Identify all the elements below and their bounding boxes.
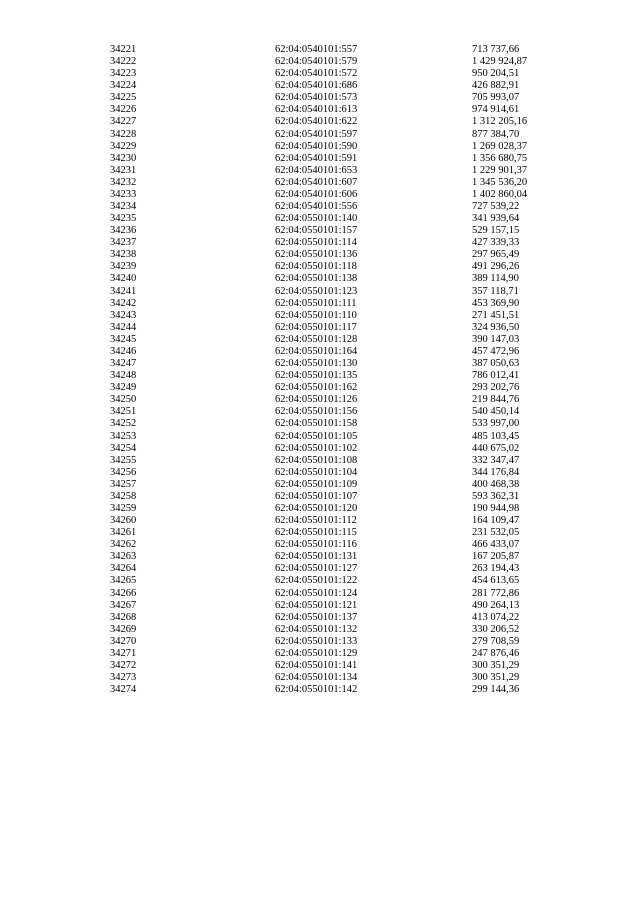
cadastral-number: 62:04:0540101:591 — [275, 152, 358, 164]
row-number: 34235 — [110, 213, 137, 225]
cadastral-value: 440 675,02 — [472, 442, 520, 454]
row-number: 34230 — [110, 152, 137, 164]
cadastral-value: 400 468,38 — [472, 478, 520, 490]
table-row — [0, 503, 640, 515]
table-row — [0, 672, 640, 684]
table-row — [0, 80, 640, 92]
cadastral-value: 1 356 680,75 — [472, 152, 528, 164]
table-row — [0, 563, 640, 575]
cadastral-number: 62:04:0540101:622 — [275, 116, 358, 128]
cadastral-number: 62:04:0550101:135 — [275, 370, 358, 382]
table-row — [0, 92, 640, 104]
table-row — [0, 636, 640, 648]
cadastral-value: 332 347,47 — [472, 454, 520, 466]
row-number: 34231 — [110, 164, 137, 176]
table-row — [0, 346, 640, 358]
table-row — [0, 648, 640, 660]
table-row — [0, 406, 640, 418]
cadastral-number: 62:04:0540101:556 — [275, 201, 358, 213]
cadastral-value: 974 914,61 — [472, 104, 520, 116]
table-row — [0, 455, 640, 467]
row-number: 34244 — [110, 321, 137, 333]
cadastral-value: 1 345 536,20 — [472, 176, 528, 188]
cadastral-number: 62:04:0550101:129 — [275, 647, 358, 659]
row-number: 34232 — [110, 176, 137, 188]
row-number: 34229 — [110, 140, 137, 152]
cadastral-number: 62:04:0550101:112 — [275, 515, 357, 527]
table-row — [0, 129, 640, 141]
cadastral-number: 62:04:0550101:117 — [275, 321, 357, 333]
table-row — [0, 249, 640, 261]
table-row — [0, 382, 640, 394]
row-number: 34274 — [110, 684, 137, 696]
row-number: 34262 — [110, 539, 137, 551]
row-number: 34258 — [110, 490, 137, 502]
row-number: 34221 — [110, 44, 137, 55]
row-number: 34227 — [110, 116, 137, 128]
cadastral-number: 62:04:0540101:573 — [275, 92, 358, 104]
row-number: 34265 — [110, 575, 137, 587]
cadastral-value: 454 613,65 — [472, 575, 520, 587]
table-row — [0, 575, 640, 587]
cadastral-number: 62:04:0550101:116 — [275, 539, 357, 551]
table-row — [0, 551, 640, 563]
cadastral-number: 62:04:0550101:137 — [275, 611, 358, 623]
cadastral-value: 466 433,07 — [472, 539, 520, 551]
row-number: 34249 — [110, 382, 137, 394]
cadastral-number: 62:04:0550101:156 — [275, 406, 358, 418]
cadastral-number: 62:04:0550101:130 — [275, 358, 358, 370]
cadastral-value: 271 451,51 — [472, 309, 520, 321]
row-number: 34226 — [110, 104, 137, 116]
cadastral-value: 491 296,26 — [472, 261, 520, 273]
row-number: 34261 — [110, 527, 137, 539]
cadastral-value: 457 472,96 — [472, 345, 520, 357]
row-number: 34270 — [110, 635, 137, 647]
row-number: 34269 — [110, 623, 137, 635]
cadastral-value: 293 202,76 — [472, 382, 520, 394]
cadastral-value: 300 351,29 — [472, 659, 520, 671]
cadastral-value: 190 944,98 — [472, 502, 520, 514]
table-row — [0, 201, 640, 213]
table-row — [0, 298, 640, 310]
cadastral-number: 62:04:0550101:108 — [275, 454, 358, 466]
row-number: 34272 — [110, 659, 137, 671]
table-row — [0, 104, 640, 116]
cadastral-value: 389 114,90 — [472, 273, 519, 285]
table-row — [0, 612, 640, 624]
table-row — [0, 322, 640, 334]
cadastral-number: 62:04:0550101:115 — [275, 527, 357, 539]
table-row — [0, 624, 640, 636]
cadastral-value-table — [0, 44, 640, 696]
table-row — [0, 68, 640, 80]
cadastral-value: 540 450,14 — [472, 406, 520, 418]
cadastral-number: 62:04:0550101:104 — [275, 466, 358, 478]
cadastral-number: 62:04:0550101:124 — [275, 587, 358, 599]
cadastral-number: 62:04:0540101:557 — [275, 44, 358, 55]
cadastral-value: 877 384,70 — [472, 128, 520, 140]
row-number: 34240 — [110, 273, 137, 285]
cadastral-value: 453 369,90 — [472, 297, 520, 309]
cadastral-number: 62:04:0550101:141 — [275, 659, 358, 671]
row-number: 34237 — [110, 237, 137, 249]
row-number: 34253 — [110, 430, 137, 442]
cadastral-number: 62:04:0540101:597 — [275, 128, 358, 140]
cadastral-number: 62:04:0550101:134 — [275, 672, 358, 684]
row-number: 34260 — [110, 515, 137, 527]
row-number: 34238 — [110, 249, 137, 261]
row-number: 34254 — [110, 442, 137, 454]
row-number: 34263 — [110, 551, 137, 563]
cadastral-value: 297 965,49 — [472, 249, 520, 261]
table-row — [0, 684, 640, 696]
cadastral-value: 713 737,66 — [472, 44, 520, 55]
row-number: 34222 — [110, 56, 137, 68]
table-row — [0, 261, 640, 273]
row-number: 34225 — [110, 92, 137, 104]
cadastral-number: 62:04:0550101:132 — [275, 623, 358, 635]
cadastral-value: 231 532,05 — [472, 527, 520, 539]
table-row — [0, 165, 640, 177]
cadastral-number: 62:04:0550101:118 — [275, 261, 357, 273]
cadastral-number: 62:04:0550101:122 — [275, 575, 358, 587]
cadastral-value: 593 362,31 — [472, 490, 520, 502]
cadastral-value: 341 939,64 — [472, 213, 520, 225]
cadastral-number: 62:04:0540101:613 — [275, 104, 358, 116]
row-number: 34273 — [110, 672, 137, 684]
table-row — [0, 431, 640, 443]
row-number: 34255 — [110, 454, 137, 466]
cadastral-number: 62:04:0550101:136 — [275, 249, 358, 261]
table-row — [0, 394, 640, 406]
cadastral-number: 62:04:0550101:107 — [275, 490, 358, 502]
table-row — [0, 116, 640, 128]
row-number: 34268 — [110, 611, 137, 623]
cadastral-number: 62:04:0550101:131 — [275, 551, 358, 563]
row-number: 34259 — [110, 502, 137, 514]
row-number: 34257 — [110, 478, 137, 490]
cadastral-number: 62:04:0550101:105 — [275, 430, 358, 442]
cadastral-number: 62:04:0540101:607 — [275, 176, 358, 188]
cadastral-number: 62:04:0550101:123 — [275, 285, 358, 297]
table-row — [0, 237, 640, 249]
cadastral-value: 164 109,47 — [472, 515, 520, 527]
cadastral-value: 413 074,22 — [472, 611, 520, 623]
cadastral-value: 247 876,46 — [472, 647, 520, 659]
table-row — [0, 177, 640, 189]
row-number: 34267 — [110, 599, 137, 611]
cadastral-number: 62:04:0550101:120 — [275, 502, 358, 514]
cadastral-value: 786 012,41 — [472, 370, 520, 382]
cadastral-value: 705 993,07 — [472, 92, 520, 104]
cadastral-number: 62:04:0550101:109 — [275, 478, 358, 490]
table-row — [0, 358, 640, 370]
row-number: 34264 — [110, 563, 137, 575]
row-number: 34241 — [110, 285, 137, 297]
cadastral-value: 263 194,43 — [472, 563, 520, 575]
table-row — [0, 527, 640, 539]
cadastral-value: 324 936,50 — [472, 321, 520, 333]
cadastral-value: 357 118,71 — [472, 285, 519, 297]
cadastral-value: 387 050,63 — [472, 358, 520, 370]
row-number: 34236 — [110, 225, 137, 237]
cadastral-value: 533 997,00 — [472, 418, 520, 430]
row-number: 34246 — [110, 345, 137, 357]
table-row — [0, 225, 640, 237]
cadastral-number: 62:04:0540101:590 — [275, 140, 358, 152]
cadastral-number: 62:04:0540101:579 — [275, 56, 358, 68]
table-row — [0, 310, 640, 322]
cadastral-number: 62:04:0550101:121 — [275, 599, 358, 611]
cadastral-number: 62:04:0540101:572 — [275, 68, 358, 80]
row-number: 34228 — [110, 128, 137, 140]
cadastral-value: 300 351,29 — [472, 672, 520, 684]
row-number: 34243 — [110, 309, 137, 321]
row-number: 34248 — [110, 370, 137, 382]
cadastral-number: 62:04:0550101:111 — [275, 297, 357, 309]
cadastral-value: 485 103,45 — [472, 430, 520, 442]
table-row — [0, 213, 640, 225]
cadastral-number: 62:04:0550101:128 — [275, 333, 358, 345]
row-number: 34234 — [110, 201, 137, 213]
cadastral-number: 62:04:0540101:606 — [275, 188, 358, 200]
cadastral-value: 299 144,36 — [472, 684, 520, 696]
table-row — [0, 600, 640, 612]
cadastral-number: 62:04:0550101:158 — [275, 418, 358, 430]
cadastral-value: 727 539,22 — [472, 201, 520, 213]
row-number: 34239 — [110, 261, 137, 273]
cadastral-number: 62:04:0550101:142 — [275, 684, 358, 696]
cadastral-number: 62:04:0550101:114 — [275, 237, 357, 249]
table-row — [0, 539, 640, 551]
cadastral-value: 330 206,52 — [472, 623, 520, 635]
row-number: 34250 — [110, 394, 137, 406]
cadastral-value: 279 708,59 — [472, 635, 520, 647]
cadastral-number: 62:04:0540101:686 — [275, 80, 358, 92]
table-row — [0, 588, 640, 600]
cadastral-value: 426 882,91 — [472, 80, 520, 92]
cadastral-number: 62:04:0540101:653 — [275, 164, 358, 176]
row-number: 34266 — [110, 587, 137, 599]
table-row — [0, 491, 640, 503]
cadastral-value: 1 229 901,37 — [472, 164, 528, 176]
row-number: 34245 — [110, 333, 137, 345]
row-number: 34242 — [110, 297, 137, 309]
cadastral-value: 167 205,87 — [472, 551, 520, 563]
table-row — [0, 418, 640, 430]
cadastral-value: 1 429 924,87 — [472, 56, 528, 68]
table-row — [0, 286, 640, 298]
cadastral-number: 62:04:0550101:133 — [275, 635, 358, 647]
cadastral-value: 427 339,33 — [472, 237, 520, 249]
cadastral-value: 1 269 028,37 — [472, 140, 528, 152]
table-row — [0, 141, 640, 153]
table-row — [0, 153, 640, 165]
cadastral-value: 529 157,15 — [472, 225, 520, 237]
table-row — [0, 479, 640, 491]
row-number: 34223 — [110, 68, 137, 80]
cadastral-value: 219 844,76 — [472, 394, 520, 406]
row-number: 34256 — [110, 466, 137, 478]
row-number: 34252 — [110, 418, 137, 430]
row-number: 34251 — [110, 406, 137, 418]
cadastral-number: 62:04:0550101:162 — [275, 382, 358, 394]
row-number: 34247 — [110, 358, 137, 370]
cadastral-value: 281 772,86 — [472, 587, 520, 599]
cadastral-value: 344 176,84 — [472, 466, 520, 478]
cadastral-value: 1 312 205,16 — [472, 116, 528, 128]
row-number: 34233 — [110, 188, 137, 200]
row-number: 34224 — [110, 80, 137, 92]
table-row — [0, 370, 640, 382]
cadastral-value: 1 402 860,04 — [472, 188, 528, 200]
cadastral-number: 62:04:0550101:126 — [275, 394, 358, 406]
cadastral-value: 390 147,03 — [472, 333, 520, 345]
table-row — [0, 189, 640, 201]
row-number: 34271 — [110, 647, 137, 659]
table-row — [0, 467, 640, 479]
table-row — [0, 443, 640, 455]
table-row — [0, 515, 640, 527]
cadastral-value: 490 264,13 — [472, 599, 520, 611]
cadastral-number: 62:04:0550101:110 — [275, 309, 357, 321]
table-row — [0, 56, 640, 68]
cadastral-number: 62:04:0550101:140 — [275, 213, 358, 225]
cadastral-number: 62:04:0550101:157 — [275, 225, 358, 237]
cadastral-number: 62:04:0550101:138 — [275, 273, 358, 285]
table-row — [0, 334, 640, 346]
cadastral-number: 62:04:0550101:164 — [275, 345, 358, 357]
cadastral-value: 950 204,51 — [472, 68, 520, 80]
cadastral-number: 62:04:0550101:102 — [275, 442, 358, 454]
table-row — [0, 660, 640, 672]
table-row — [0, 44, 640, 56]
table-row — [0, 273, 640, 285]
cadastral-number: 62:04:0550101:127 — [275, 563, 358, 575]
